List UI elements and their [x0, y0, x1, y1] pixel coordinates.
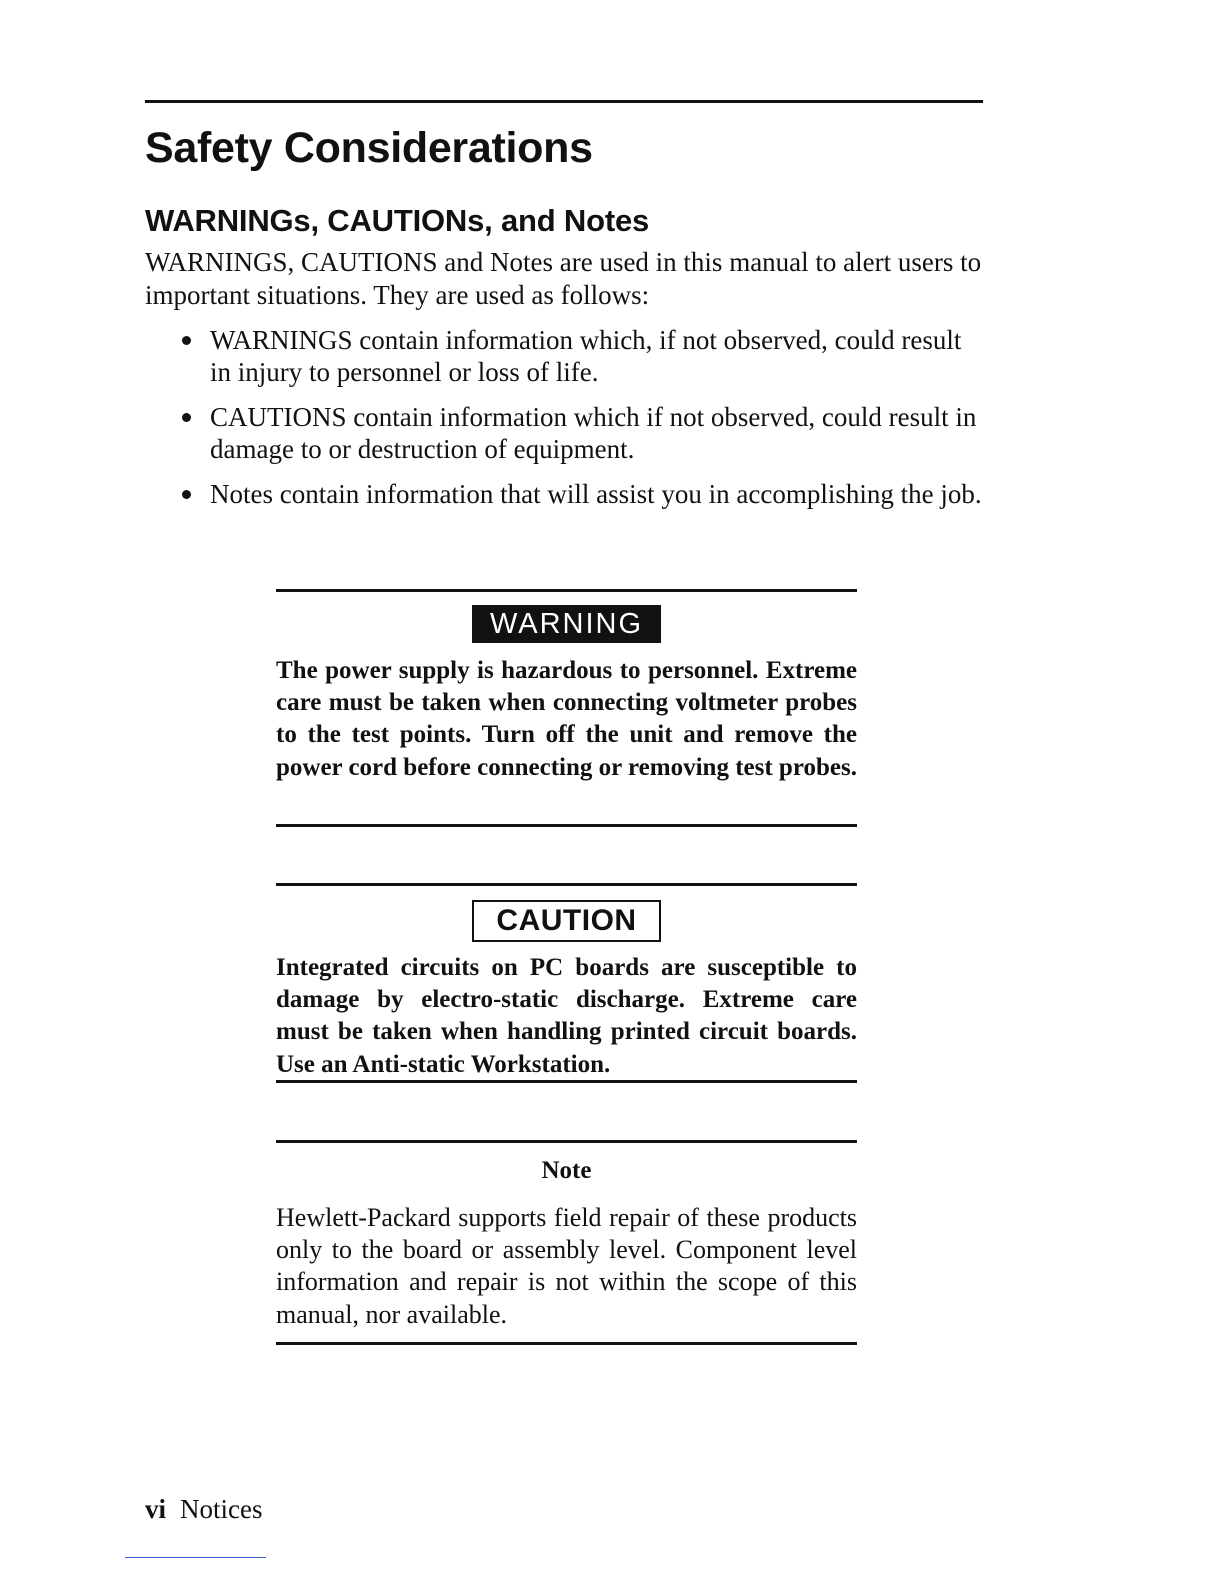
list-item	[180, 478, 988, 510]
warning-badge: WARNING	[472, 605, 661, 643]
page-number: vi	[145, 1494, 167, 1524]
warning-box	[276, 589, 857, 784]
caution-bottom-rule	[276, 1080, 857, 1083]
note-text: Hewlett-Packard supports field repair of these products only to the board or assembly level. Component level information and repair is not within the scope of this manual, nor available.	[276, 1203, 857, 1329]
page-title: Safety Considerations	[145, 124, 593, 172]
list-item	[180, 401, 988, 465]
list-item-text: Notes contain information that will assist you in accomplishing the job.	[210, 479, 982, 509]
caution-box	[276, 883, 857, 1081]
note-box	[276, 1140, 857, 1331]
warning-text: The power supply is hazardous to personnel. Extreme care must be taken when connecting voltmeter probes to the test points. Turn off the unit and remove the power cord before connecting or removing test probes.	[276, 657, 857, 781]
list-item-text: CAUTIONS contain information which if not observed, could result in damage to or destruction of equipment.	[210, 402, 977, 464]
footer-section: Notices	[180, 1494, 263, 1524]
top-rule	[145, 100, 983, 103]
caution-text: Integrated circuits on PC boards are susceptible to damage by electro-static discharge. Extreme care must be taken when handling printed circuit boards. Use an Anti-static Workstation.	[276, 954, 857, 1078]
intro-paragraph: WARNINGS, CAUTIONS and Notes are used in this manual to alert users to important situations. They are used as follows:	[145, 247, 982, 310]
definition-list	[180, 324, 988, 523]
warning-bottom-rule	[276, 824, 857, 827]
list-item	[180, 324, 988, 388]
bullet-icon	[182, 336, 191, 345]
bullet-icon	[182, 413, 191, 422]
note-heading: Note	[541, 1157, 592, 1184]
section-heading: WARNINGs, CAUTIONs, and Notes	[145, 203, 650, 238]
note-top-rule	[276, 1140, 857, 1143]
note-bottom-rule	[276, 1342, 857, 1345]
page-footer	[145, 1492, 263, 1526]
list-item-text: WARNINGS contain information which, if not observed, could result in injury to personnel or loss of life.	[210, 325, 962, 387]
footer-rule	[125, 1557, 266, 1558]
caution-top-rule	[276, 883, 857, 886]
bullet-icon	[182, 490, 191, 499]
warning-top-rule	[276, 589, 857, 592]
caution-badge: CAUTION	[472, 900, 660, 942]
